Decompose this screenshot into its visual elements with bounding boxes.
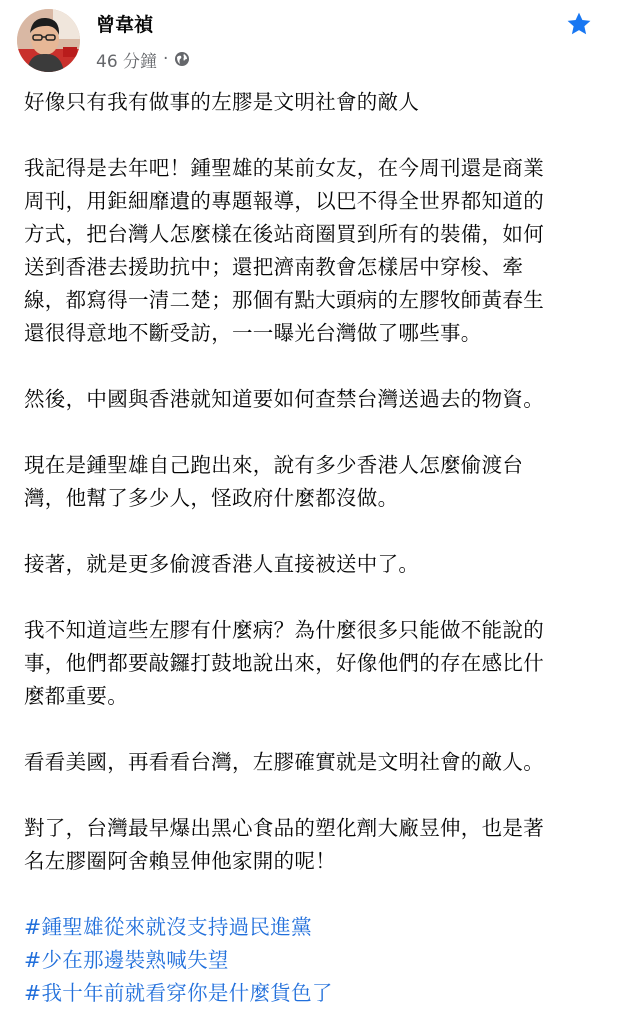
post-line: 接著，就是更多偷渡香港人直接被送中了。 <box>24 552 420 576</box>
post-line: 麼都重要。 <box>24 684 128 708</box>
paragraph-gap <box>24 581 624 614</box>
post-line: 周刊，用鉅細靡遺的專題報導，以巴不得全世界都知道的 <box>24 189 544 213</box>
star-icon[interactable] <box>565 10 593 38</box>
avatar-image <box>17 9 80 72</box>
post-meta <box>96 47 190 71</box>
post-header <box>0 0 642 80</box>
post-line: 方式，把台灣人怎麼樣在後站商圈買到所有的裝備，如何 <box>24 222 544 246</box>
post-line: 對了，台灣最早爆出黑心食品的塑化劑大廠昱伸，也是著 <box>24 816 544 840</box>
paragraph-gap <box>24 515 624 548</box>
timestamp[interactable]: 46 分鐘 <box>96 51 158 72</box>
post-line: 現在是鍾聖雄自己跑出來，說有多少香港人怎麼偷渡台 <box>24 453 524 477</box>
post-line: 送到香港去援助抗中；還把濟南教會怎樣居中穿梭、牽 <box>24 255 524 279</box>
post-line: 線，都寫得一清二楚；那個有點大頭病的左膠牧師黃春生 <box>24 288 544 312</box>
post-line: 我記得是去年吧！鍾聖雄的某前女友，在今周刊還是商業 <box>24 156 544 180</box>
post-line: 然後，中國與香港就知道要如何查禁台灣送過去的物資。 <box>24 387 544 411</box>
post-line: 我不知道這些左膠有什麼病？為什麼很多只能做不能說的 <box>24 618 544 642</box>
hashtag-link[interactable]: #鍾聖雄從來就沒支持過民進黨 <box>24 915 312 939</box>
paragraph-gap <box>24 119 624 152</box>
post-body <box>24 86 624 1010</box>
paragraph-gap <box>24 779 624 812</box>
post-line: 還很得意地不斷受訪，一一曝光台灣做了哪些事。 <box>24 321 482 345</box>
author-name[interactable]: 曾韋禎 <box>96 14 154 36</box>
avatar[interactable] <box>17 9 80 72</box>
meta-separator: · <box>163 49 169 69</box>
post-line: 名左膠圈阿舍賴昱伸他家開的呢！ <box>24 849 336 873</box>
paragraph-gap <box>24 713 624 746</box>
globe-icon[interactable] <box>174 51 190 67</box>
post-line: 好像只有我有做事的左膠是文明社會的敵人 <box>24 90 420 114</box>
hashtag-link[interactable]: #少在那邊裝熟喊失望 <box>24 948 229 972</box>
post-line: 灣，他幫了多少人，怪政府什麼都沒做。 <box>24 486 399 510</box>
post-line: 事，他們都要敲鑼打鼓地說出來，好像他們的存在感比什 <box>24 651 544 675</box>
post-line: 看看美國，再看看台灣，左膠確實就是文明社會的敵人。 <box>24 750 544 774</box>
paragraph-gap <box>24 416 624 449</box>
paragraph-gap <box>24 350 624 383</box>
paragraph-gap <box>24 878 624 911</box>
hashtag-link[interactable]: #我十年前就看穿你是什麼貨色了 <box>24 981 333 1005</box>
